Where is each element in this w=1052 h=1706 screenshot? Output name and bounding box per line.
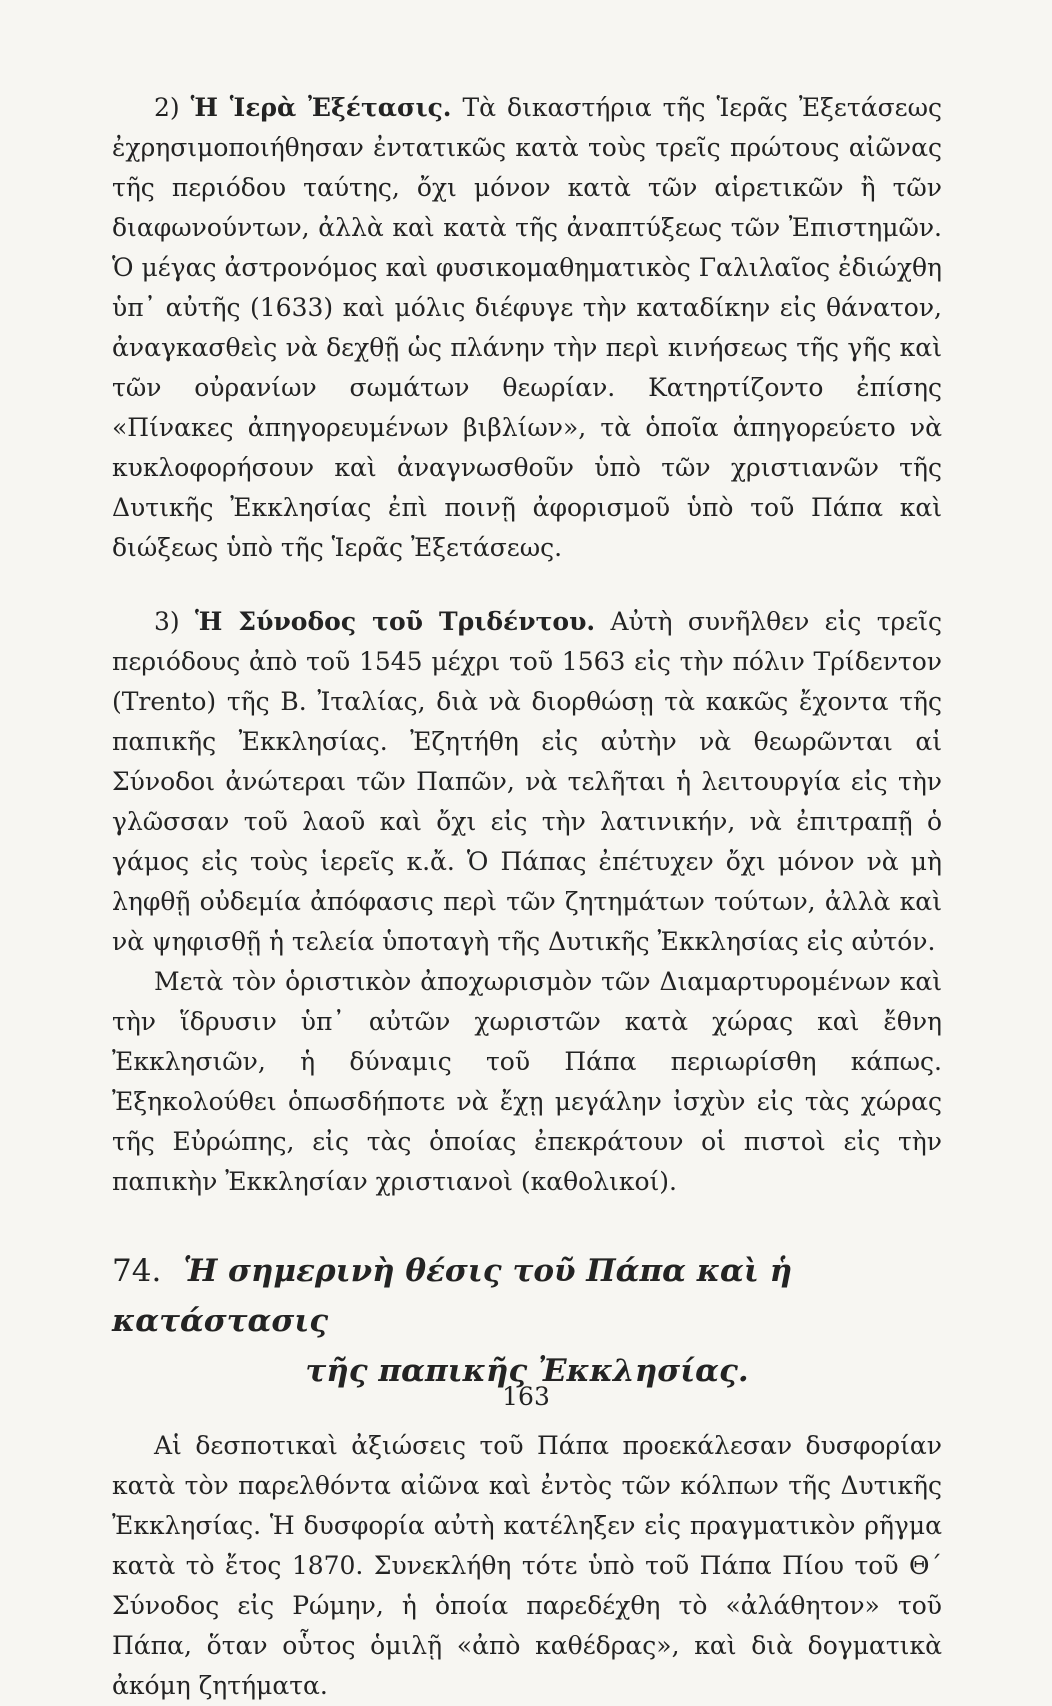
chapter-74-title-line1: Ἡ σημερινὴ θέσις τοῦ Πάπα καὶ ἡ κατάστασις [112,1253,793,1339]
section-3-title: Ἡ Σύνοδος τοῦ Τριδέντου. [195,607,596,636]
section-3-paragraph [112,602,942,962]
section-2-text: Τὰ δικαστήρια τῆς Ἱερᾶς Ἐξετάσεως ἐχρησιμοποιήθησαν ἐντατικῶς κατὰ τοὺς τρεῖς πρώτους αἰῶνας τῆς περιόδου ταύτης, ὄχι μόνον κατὰ τῶν αἱρετικῶν ἢ τῶν διαφωνούντων, ἀλλὰ καὶ κατὰ τῆς ἀναπτύξεως τῶν Ἐπιστημῶν. Ὁ μέγας ἀστρονόμος καὶ φυσικομαθηματικὸς Γαλιλαῖος ἐδιώχθη ὑπ᾿ αὐτῆς (1633) καὶ μόλις διέφυγε τὴν καταδίκην εἰς θάνατον, ἀναγκασθεὶς νὰ δεχθῇ ὡς πλάνην τὴν περὶ κινήσεως τῆς γῆς καὶ τῶν οὐρανίων σωμάτων θεωρίαν. Κατηρτίζοντο ἐπίσης «Πίνακες ἀπηγορευμένων βιβλίων», τὰ ὁποῖα ἀπηγορεύετο νὰ κυκλοφορήσουν καὶ ἀναγνωσθοῦν ὑπὸ τῶν χριστιανῶν τῆς Δυτικῆς Ἐκκλησίας ἐπὶ ποινῇ ἀφορισμοῦ ὑπὸ τοῦ Πάπα καὶ διώξεως ὑπὸ τῆς Ἱερᾶς Ἐξετάσεως. [112,93,942,562]
section-2-paragraph [112,88,942,568]
section-3-text: Αὐτὴ συνῆλθεν εἰς τρεῖς περιόδους ἀπὸ τοῦ 1545 μέχρι τοῦ 1563 εἰς τὴν πόλιν Τρίδεντον (Trento) τῆς Β. Ἰταλίας, διὰ νὰ διορθώσῃ τὰ κακῶς ἔχοντα τῆς παπικῆς Ἐκκλησίας. Ἐζητήθη εἰς αὐτὴν νὰ θεωρῶνται αἱ Σύνοδοι ἀνώτεραι τῶν Παπῶν, νὰ τελῆται ἡ λειτουργία εἰς τὴν γλῶσσαν τοῦ λαοῦ καὶ ὄχι εἰς τὴν λατινικήν, νὰ ἐπιτραπῇ ὁ γάμος εἰς τοὺς ἱερεῖς κ.ἄ. Ὁ Πάπας ἐπέτυχεν ὄχι μόνον νὰ μὴ ληφθῇ οὐδεμία ἀπόφασις περὶ τῶν ζητημάτων τούτων, ἀλλὰ καὶ νὰ ψηφισθῇ ἡ τελεία ὑποταγὴ τῆς Δυτικῆς Ἐκκλησίας εἰς αὐτόν. [112,607,943,956]
paragraph-after-synod: Μετὰ τὸν ὁριστικὸν ἀποχωρισμὸν τῶν Διαμαρτυρομένων καὶ τὴν ἵδρυσιν ὑπ᾿ αὐτῶν χωριστῶν κατὰ χώρας καὶ ἔθνη Ἐκκλησιῶν, ἡ δύναμις τοῦ Πάπα περιωρίσθη κάπως. Ἐξηκολούθει ὁπωσδήποτε νὰ ἔχῃ μεγάλην ἰσχὺν εἰς τὰς χώρας τῆς Εὐρώπης, εἰς τὰς ὁποίας ἐπεκράτουν οἱ πιστοὶ εἰς τὴν παπικὴν Ἐκκλησίαν χριστιανοὶ (καθολικοί). [112,967,942,1196]
chapter-74-number: 74. [112,1253,162,1289]
chapter-74-title-line2: τῆς παπικῆς Ἐκκλησίας. [305,1353,749,1389]
chapter-74-heading [112,1246,942,1396]
section-2-number: 2) [154,93,180,122]
section-2-title: Ἡ Ἱερὰ Ἐξέτασις. [190,93,452,122]
page-number: 163 [502,1382,550,1411]
chapter-74-paragraph: Αἱ δεσποτικαὶ ἀξιώσεις τοῦ Πάπα προεκάλεσαν δυσφορίαν κατὰ τὸν παρελθόντα αἰῶνα καὶ ἐντὸς τῶν κόλπων τῆς Δυτικῆς Ἐκκλησίας. Ἡ δυσφορία αὐτὴ κατέληξεν εἰς πραγματικὸν ρῆγμα κατὰ τὸ ἔτος 1870. Συνεκλήθη τότε ὑπὸ τοῦ Πάπα Πίου τοῦ Θ΄ Σύνοδος εἰς Ρώμην, ἡ ὁποία παρεδέχθη τὸ «ἀλάθητον» τοῦ Πάπα, ὅταν οὗτος ὁμιλῇ «ἀπὸ καθέδρας», καὶ διὰ δογματικὰ ἀκόμη ζητήματα. [112,1431,942,1700]
section-3-number: 3) [154,607,180,636]
chapter-74-heading-line1 [112,1246,942,1346]
